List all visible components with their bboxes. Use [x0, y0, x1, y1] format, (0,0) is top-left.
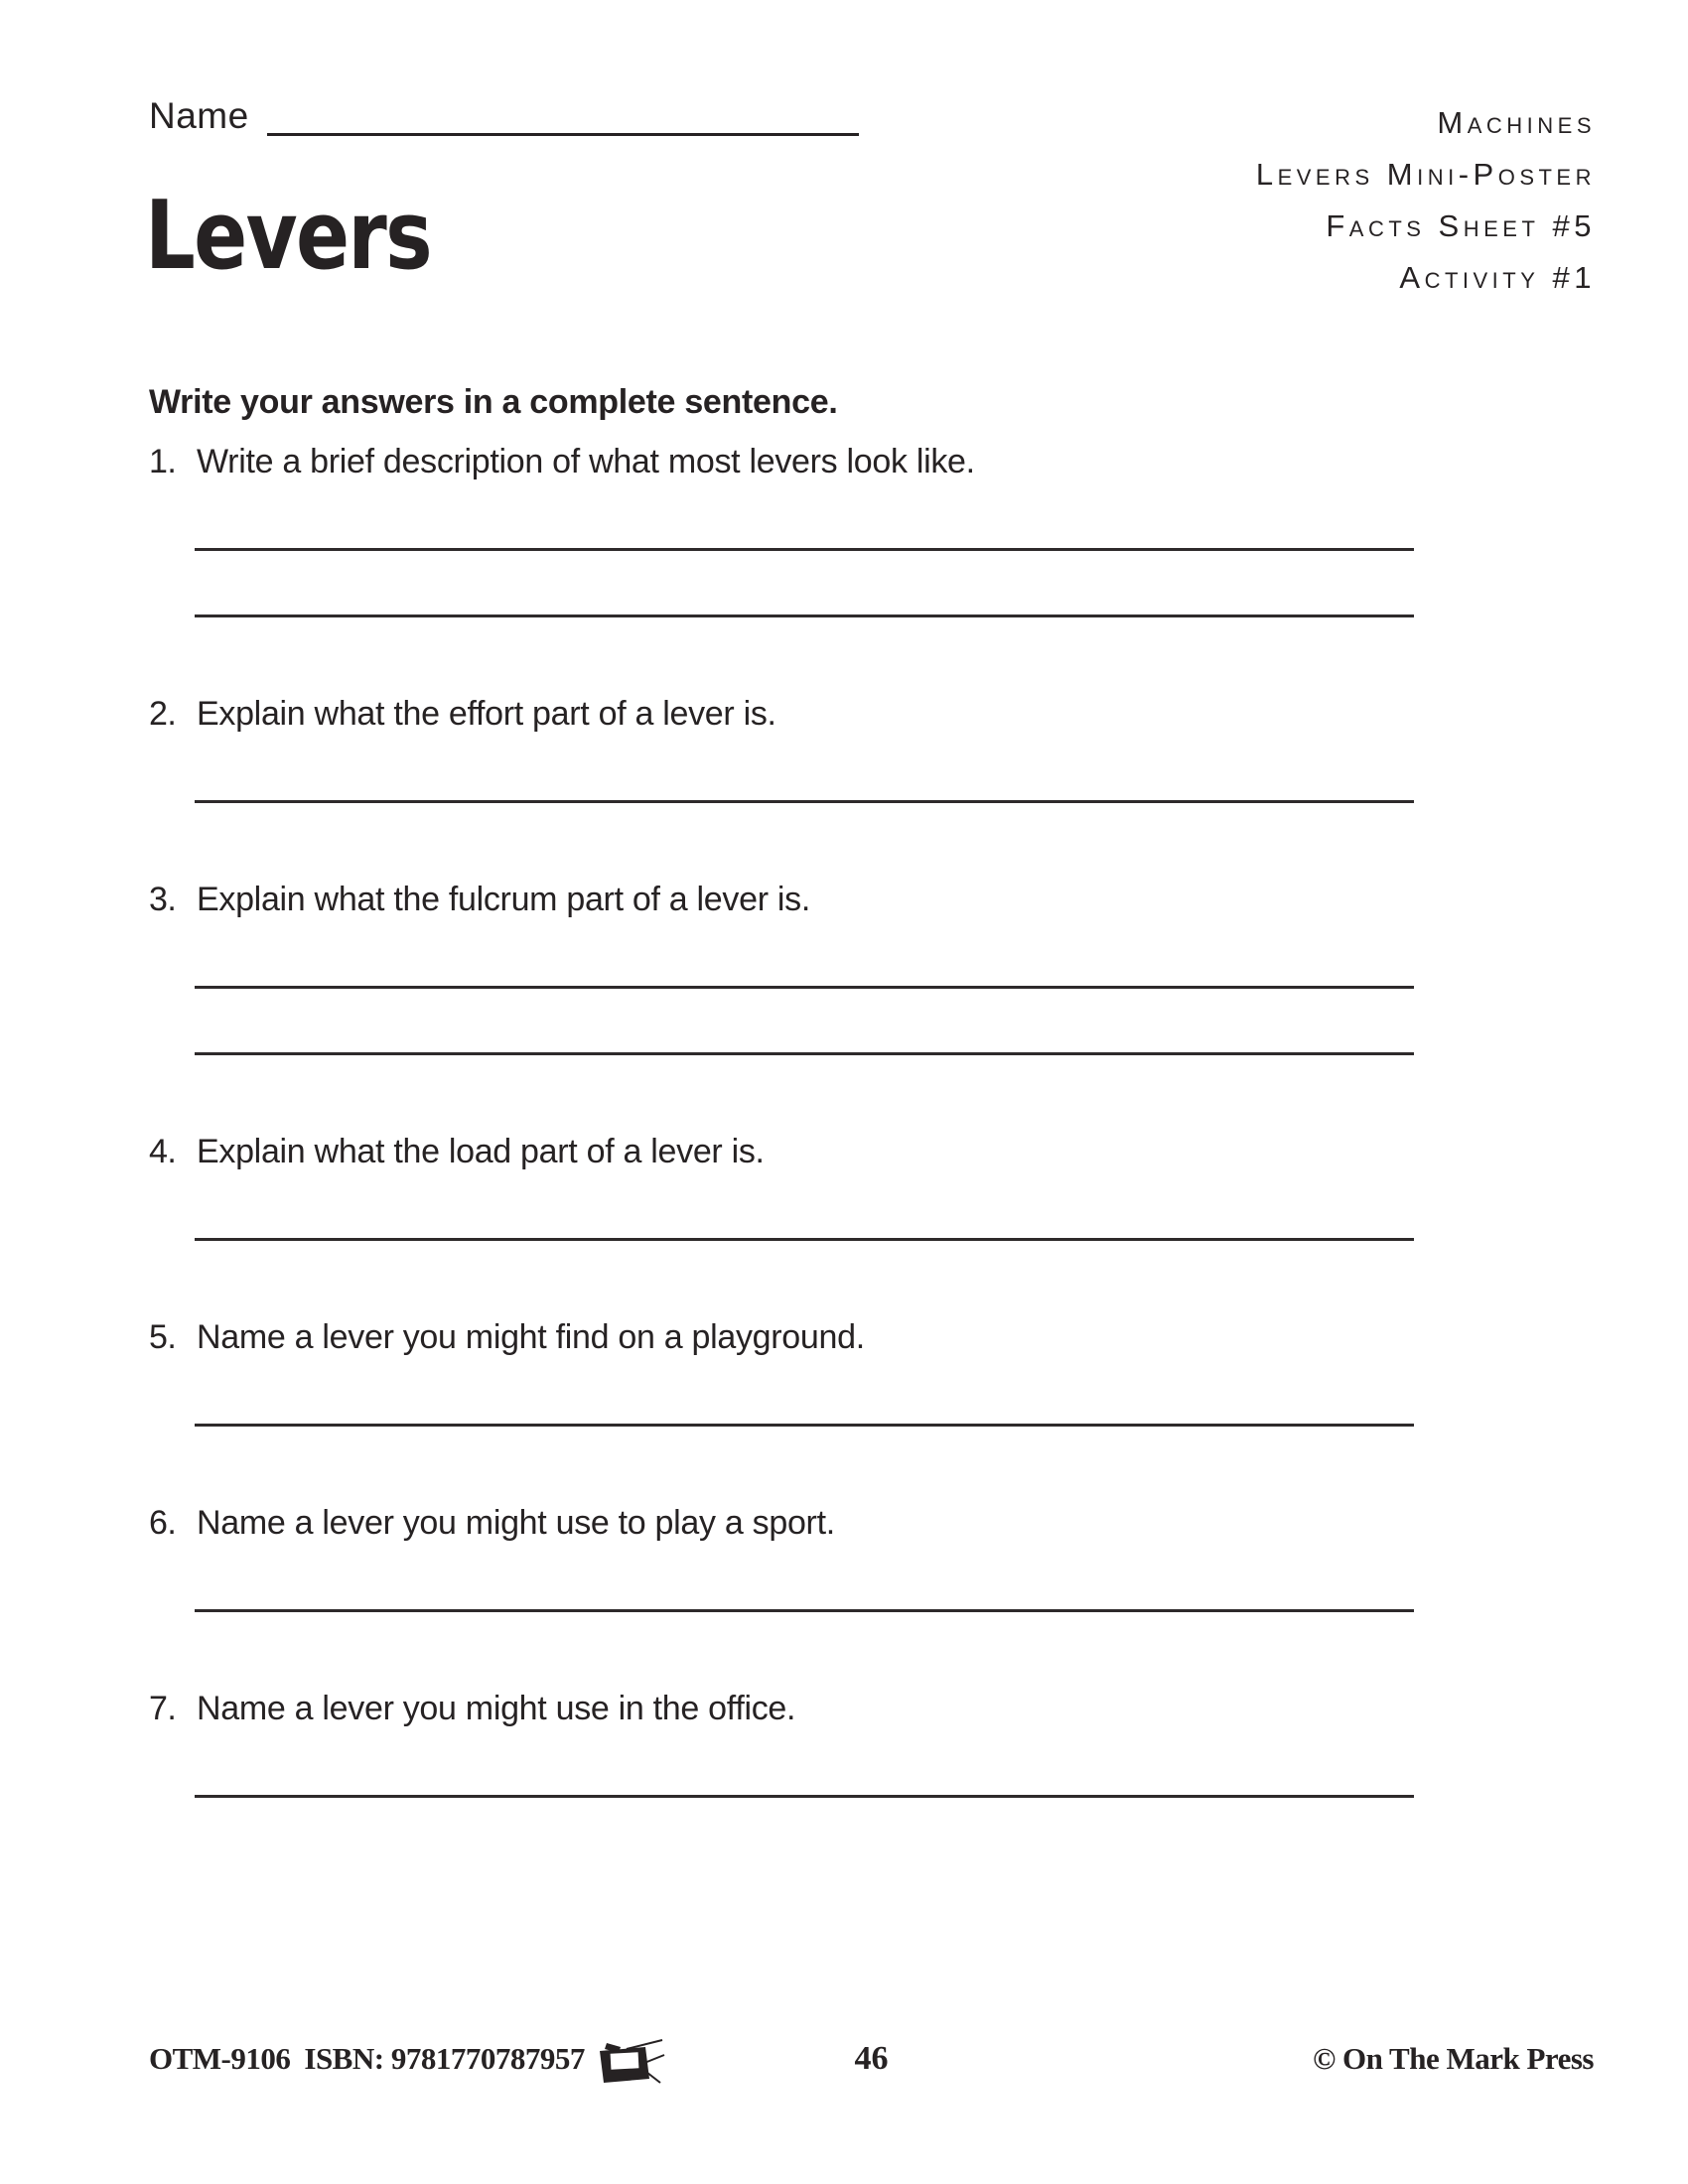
question-text: Explain what the load part of a lever is.	[197, 1133, 765, 1170]
product-code: OTM-9106	[149, 2041, 291, 2076]
answer-line[interactable]	[195, 548, 1414, 551]
question-group	[149, 1687, 1414, 1798]
answer-line[interactable]	[195, 800, 1414, 803]
footer-left	[149, 2037, 668, 2097]
question-group	[149, 1501, 1414, 1612]
answer-line[interactable]	[195, 1238, 1414, 1241]
question-number: 4.	[149, 1133, 177, 1170]
question-group	[149, 878, 1414, 1055]
answer-line[interactable]	[195, 1052, 1414, 1055]
question-number: 6.	[149, 1504, 177, 1542]
header-subject: Machines	[1437, 105, 1596, 140]
answer-line[interactable]	[195, 1609, 1414, 1612]
question-text: Explain what the fulcrum part of a lever is.	[197, 881, 810, 918]
answer-line[interactable]	[195, 1795, 1414, 1798]
question-text: Write a brief description of what most levers look like.	[197, 443, 975, 480]
copyright-text: © On The Mark Press	[1313, 2041, 1594, 2076]
page-footer	[149, 2037, 1594, 2087]
question-number: 7.	[149, 1690, 177, 1727]
name-field	[149, 94, 859, 136]
answer-line[interactable]	[195, 1424, 1414, 1427]
header-activity: Activity #1	[1399, 260, 1596, 295]
answer-line[interactable]	[195, 986, 1414, 989]
question-number: 5.	[149, 1318, 177, 1356]
page-number: 46	[854, 2040, 889, 2077]
question-group	[149, 1130, 1414, 1241]
question-text: Name a lever you might find on a playground.	[197, 1318, 865, 1356]
question-number: 1.	[149, 443, 177, 480]
question-text: Name a lever you might use in the office.	[197, 1690, 796, 1727]
publisher-logo-icon	[597, 2039, 668, 2097]
page-title: Levers	[145, 182, 431, 291]
question-text: Name a lever you might use to play a sport.	[197, 1504, 835, 1542]
name-label: Name	[149, 95, 249, 136]
header-info	[1256, 97, 1596, 304]
question-number: 3.	[149, 881, 177, 918]
worksheet-body	[149, 380, 1414, 1872]
header-sheet: Facts Sheet #5	[1326, 208, 1596, 243]
name-input-line[interactable]	[267, 133, 859, 136]
question-group	[149, 1315, 1414, 1427]
question-list	[149, 440, 1414, 1798]
isbn-text: ISBN: 9781770787957	[304, 2041, 585, 2076]
question-group	[149, 692, 1414, 803]
header-unit: Levers Mini-Poster	[1255, 157, 1596, 192]
question-number: 2.	[149, 695, 177, 733]
question-text: Explain what the effort part of a lever is.	[197, 695, 776, 733]
question-group	[149, 440, 1414, 617]
answer-line[interactable]	[195, 614, 1414, 617]
instruction-text: Write your answers in a complete sentence.	[149, 383, 838, 421]
